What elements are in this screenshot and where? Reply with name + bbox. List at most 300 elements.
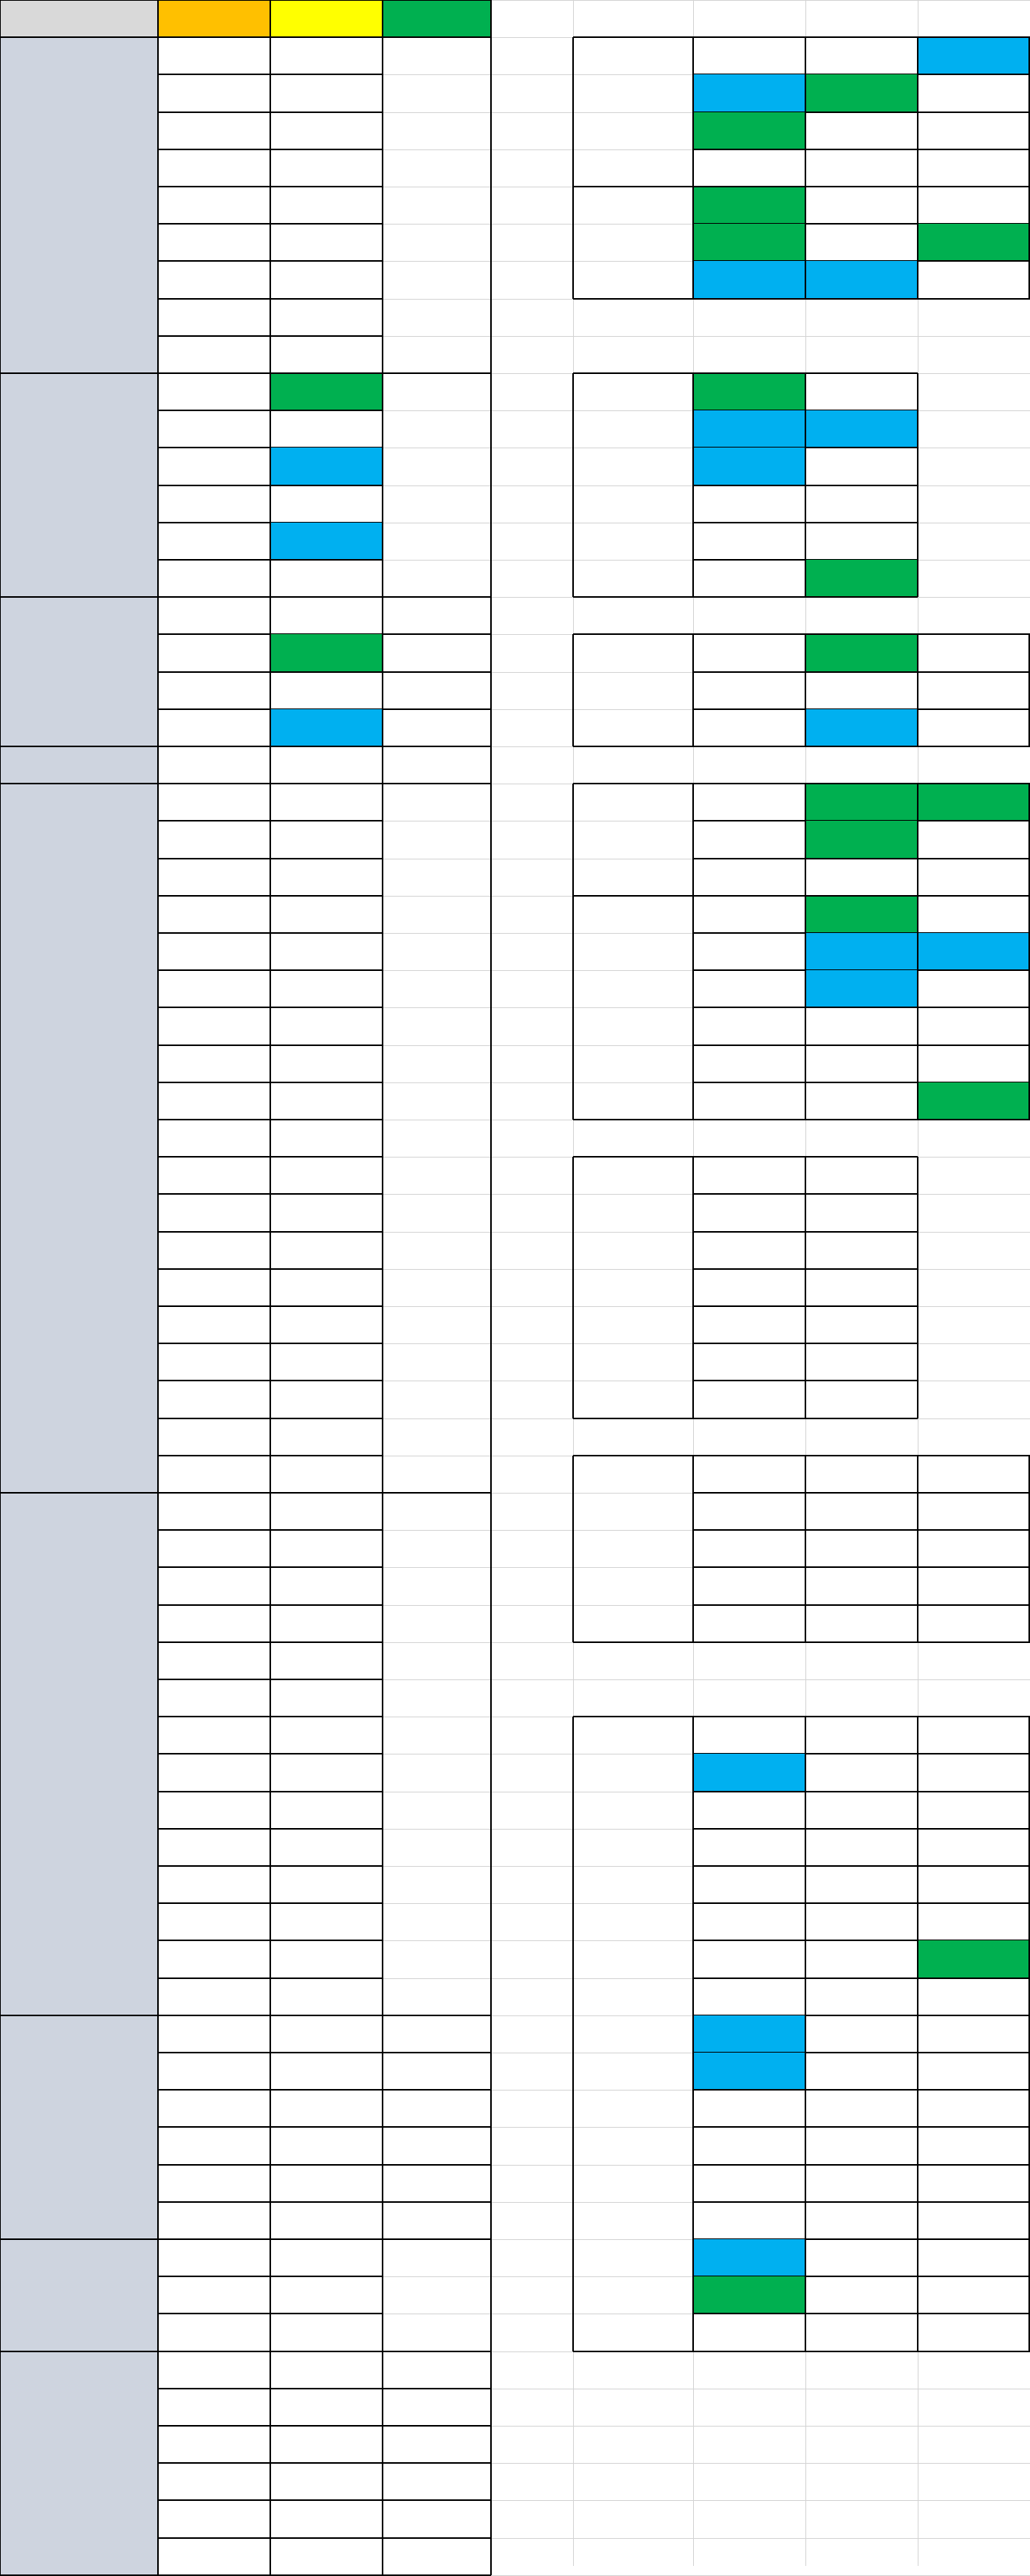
cell-border (270, 373, 271, 597)
problem-cell[interactable] (693, 187, 805, 224)
cell-border (0, 2238, 491, 2240)
problem-cell[interactable] (158, 1045, 270, 1082)
column-header-t4 (383, 0, 491, 37)
cell-border (692, 37, 694, 187)
problem-cell[interactable] (270, 2463, 383, 2500)
cell-border (382, 0, 383, 37)
problem-cell[interactable] (270, 2426, 383, 2463)
topic-label (573, 896, 693, 1120)
problem-cell[interactable] (270, 485, 383, 523)
problem-cell[interactable] (805, 1007, 918, 1044)
problem-cell[interactable] (270, 1754, 383, 1791)
problem-cell[interactable] (158, 2389, 270, 2426)
problem-cell[interactable] (805, 784, 918, 821)
cell-border (692, 1157, 694, 1418)
problem-cell[interactable] (270, 2500, 383, 2537)
cell-border (918, 1902, 1030, 1904)
problem-cell[interactable] (693, 261, 805, 298)
cell-border (805, 37, 806, 187)
problem-cell[interactable] (805, 523, 918, 560)
problem-cell[interactable] (383, 2463, 491, 2500)
problem-cell[interactable] (158, 1381, 270, 1418)
problem-cell[interactable] (158, 1232, 270, 1269)
problem-cell[interactable] (270, 1567, 383, 1604)
cell-border (918, 2313, 1030, 2314)
problem-cell[interactable] (270, 784, 383, 821)
problem-cell[interactable] (270, 1642, 383, 1679)
cell-border (692, 896, 694, 1120)
cell-border (490, 373, 492, 597)
problem-cell[interactable] (805, 112, 918, 149)
problem-cell[interactable] (270, 1792, 383, 1829)
problem-cell[interactable] (805, 373, 918, 410)
problem-cell[interactable] (158, 1866, 270, 1903)
cell-border (573, 1455, 1030, 1456)
problem-cell[interactable] (270, 1829, 383, 1866)
problem-cell[interactable] (805, 2053, 918, 2090)
cell-border (157, 746, 159, 784)
column-header-topic (0, 0, 158, 37)
problem-cell[interactable] (805, 1381, 918, 1418)
problem-cell[interactable] (270, 1493, 383, 1530)
problem-cell[interactable] (805, 1792, 918, 1829)
problem-cell[interactable] (270, 2389, 383, 2426)
cell-border (157, 2239, 159, 2351)
category-label (0, 597, 158, 746)
problem-cell[interactable] (805, 560, 918, 597)
problem-cell[interactable] (270, 933, 383, 970)
cell-border (270, 2239, 271, 2351)
problem-cell[interactable] (918, 896, 1030, 933)
problem-cell[interactable] (158, 896, 270, 933)
problem-cell[interactable] (270, 523, 383, 560)
problem-cell[interactable] (805, 2127, 918, 2164)
problem-cell[interactable] (158, 597, 270, 634)
cell-border (917, 634, 918, 746)
problem-cell[interactable] (158, 1530, 270, 1567)
problem-cell[interactable] (805, 187, 918, 224)
problem-cell[interactable] (270, 634, 383, 671)
problem-cell[interactable] (158, 1754, 270, 1791)
problem-cell[interactable] (918, 1493, 1030, 1530)
problem-cell[interactable] (158, 1605, 270, 1642)
problem-cell[interactable] (270, 1530, 383, 1567)
problem-cell[interactable] (158, 1082, 270, 1120)
problem-cell[interactable] (805, 2202, 918, 2239)
cell-border (383, 2537, 491, 2539)
problem-cell[interactable] (805, 2165, 918, 2202)
problem-cell[interactable] (158, 1269, 270, 1306)
cell-border (918, 2164, 1030, 2166)
problem-cell[interactable] (805, 410, 918, 448)
highlight-blue (693, 2239, 805, 2276)
problem-cell[interactable] (158, 970, 270, 1007)
problem-cell[interactable] (383, 2165, 491, 2202)
cell-border (490, 2239, 492, 2351)
cell-border (573, 1119, 1030, 1120)
problem-cell[interactable] (805, 1157, 918, 1194)
cell-border (0, 2239, 1, 2351)
problem-cell[interactable] (158, 1792, 270, 1829)
problem-cell[interactable] (693, 112, 805, 149)
cell-border (918, 260, 1030, 262)
problem-cell[interactable] (805, 2015, 918, 2053)
problem-cell[interactable] (158, 1007, 270, 1044)
cell-border (573, 1716, 1030, 1717)
problem-cell[interactable] (805, 1940, 918, 1977)
problem-cell[interactable] (383, 2426, 491, 2463)
problem-cell[interactable] (158, 112, 270, 149)
problem-cell[interactable] (805, 1754, 918, 1791)
problem-cell[interactable] (158, 1306, 270, 1343)
problem-cell[interactable] (383, 2053, 491, 2090)
problem-cell[interactable] (918, 784, 1030, 821)
problem-cell[interactable] (270, 1717, 383, 1754)
cell-border (572, 896, 574, 1120)
cell-border (157, 784, 159, 1493)
cell-border (918, 1828, 1030, 1830)
problem-cell[interactable] (158, 2351, 270, 2389)
cell-border (918, 2238, 1030, 2240)
problem-cell[interactable] (158, 859, 270, 896)
problem-cell[interactable] (158, 1120, 270, 1157)
problem-cell[interactable] (158, 784, 270, 821)
problem-cell[interactable] (805, 672, 918, 709)
problem-cell[interactable] (918, 1605, 1030, 1642)
problem-cell[interactable] (158, 1567, 270, 1604)
problem-cell[interactable] (158, 1343, 270, 1381)
problem-cell[interactable] (383, 597, 491, 634)
right-header-t2 (693, 0, 805, 37)
problem-cell[interactable] (918, 709, 1030, 746)
problem-cell[interactable] (918, 37, 1030, 74)
cell-border (0, 2574, 491, 2576)
problem-cell[interactable] (383, 2351, 491, 2389)
column-header-t3 (270, 0, 383, 37)
problem-cell[interactable] (383, 2015, 491, 2053)
problem-cell[interactable] (270, 1157, 383, 1194)
problem-cell[interactable] (158, 933, 270, 970)
problem-cell[interactable] (270, 896, 383, 933)
problem-cell[interactable] (383, 2127, 491, 2164)
problem-cell[interactable] (270, 1679, 383, 1717)
cell-border (917, 187, 918, 299)
problem-cell[interactable] (270, 709, 383, 746)
problem-cell[interactable] (805, 261, 918, 298)
cell-border (382, 597, 383, 746)
cell-border (805, 896, 806, 1120)
problem-cell[interactable] (270, 1605, 383, 1642)
problem-cell[interactable] (693, 523, 805, 560)
cell-border (157, 2015, 159, 2239)
cell-border (917, 1456, 918, 1642)
problem-cell[interactable] (693, 410, 805, 448)
cell-border (382, 373, 383, 597)
problem-cell[interactable] (158, 1679, 270, 1717)
cell-border (0, 596, 491, 598)
problem-cell[interactable] (805, 1829, 918, 1866)
problem-cell[interactable] (158, 1456, 270, 1493)
problem-cell[interactable] (158, 1418, 270, 1456)
problem-cell[interactable] (918, 1007, 1030, 1044)
problem-cell[interactable] (805, 224, 918, 261)
problem-cell[interactable] (805, 970, 918, 1007)
problem-cell[interactable] (805, 1903, 918, 1940)
cell-border (572, 37, 574, 187)
cell-border (490, 784, 492, 1493)
problem-cell[interactable] (270, 74, 383, 111)
problem-cell[interactable] (918, 933, 1030, 970)
problem-cell[interactable] (158, 1717, 270, 1754)
problem-cell[interactable] (383, 2202, 491, 2239)
problem-cell[interactable] (158, 1493, 270, 1530)
problem-cell[interactable] (918, 1045, 1030, 1082)
problem-cell[interactable] (158, 187, 270, 224)
cell-border (157, 597, 159, 746)
cell-border (382, 784, 383, 1493)
cell-border (0, 2015, 491, 2016)
cell-border (918, 2052, 1030, 2053)
cell-border (0, 0, 1, 37)
cell-border (383, 2499, 491, 2501)
problem-cell[interactable] (270, 859, 383, 896)
problem-cell[interactable] (805, 1717, 918, 1754)
problem-cell[interactable] (158, 1642, 270, 1679)
category-label (0, 37, 158, 373)
problem-cell[interactable] (805, 1045, 918, 1082)
problem-cell[interactable] (693, 224, 805, 261)
cell-border (918, 2126, 1030, 2128)
problem-cell[interactable] (805, 448, 918, 485)
problem-cell[interactable] (805, 2239, 918, 2276)
problem-cell[interactable] (918, 1567, 1030, 1604)
problem-cell[interactable] (270, 2239, 383, 2276)
problem-cell[interactable] (158, 1940, 270, 1977)
problem-cell[interactable] (918, 1940, 1030, 1977)
cell-border (572, 1717, 574, 2351)
problem-cell[interactable] (270, 37, 383, 74)
problem-cell[interactable] (693, 149, 805, 187)
cell-border (573, 1641, 1030, 1643)
cell-border (692, 634, 694, 746)
problem-cell[interactable] (805, 1269, 918, 1306)
cell-border (270, 2351, 271, 2575)
cell-border (917, 784, 918, 896)
cell-border (917, 1717, 918, 2351)
cell-border (805, 187, 806, 299)
problem-cell[interactable] (270, 1082, 383, 1120)
problem-cell[interactable] (805, 1866, 918, 1903)
problem-cell[interactable] (805, 709, 918, 746)
cell-border (917, 373, 918, 597)
cell-border (0, 372, 491, 374)
cell-border (573, 633, 1030, 635)
cell-border (0, 746, 1, 784)
problem-cell[interactable] (158, 261, 270, 298)
problem-cell[interactable] (805, 1456, 918, 1493)
cell-border (805, 1456, 806, 1642)
problem-cell[interactable] (270, 2015, 383, 2053)
cell-border (573, 783, 1030, 784)
problem-cell[interactable] (805, 1194, 918, 1231)
cell-border (490, 2015, 492, 2239)
problem-cell[interactable] (270, 821, 383, 858)
problem-cell[interactable] (270, 970, 383, 1007)
problem-cell[interactable] (270, 672, 383, 709)
problem-cell[interactable] (158, 224, 270, 261)
problem-cell[interactable] (158, 336, 270, 373)
cell-border (805, 784, 806, 896)
problem-cell[interactable] (158, 821, 270, 858)
cell-border (572, 784, 574, 896)
problem-cell[interactable] (918, 1530, 1030, 1567)
problem-cell[interactable] (383, 2389, 491, 2426)
cell-border (490, 746, 492, 784)
problem-cell[interactable] (270, 1045, 383, 1082)
cell-border (572, 187, 574, 299)
cell-border (918, 2089, 1030, 2091)
problem-cell[interactable] (805, 1232, 918, 1269)
problem-cell[interactable] (805, 37, 918, 74)
cell-border (572, 1456, 574, 1642)
cell-border (918, 1791, 1030, 1792)
cell-border (382, 2239, 383, 2351)
problem-cell[interactable] (693, 485, 805, 523)
cell-border (0, 36, 491, 38)
problem-cell[interactable] (158, 1978, 270, 2015)
category-label (0, 2239, 158, 2351)
highlight-blue (693, 2015, 805, 2053)
cell-border (0, 784, 1, 1493)
cell-border (270, 597, 271, 746)
problem-cell[interactable] (270, 373, 383, 410)
cell-border (805, 373, 806, 597)
right-header-t3 (805, 0, 918, 37)
cell-border (0, 783, 491, 784)
problem-cell[interactable] (158, 410, 270, 448)
problem-cell[interactable] (383, 2090, 491, 2127)
category-label (0, 2351, 158, 2575)
problem-cell[interactable] (693, 1493, 805, 1530)
problem-cell[interactable] (270, 410, 383, 448)
cell-border (0, 597, 1, 746)
cell-border (918, 111, 1030, 113)
problem-cell[interactable] (805, 1493, 918, 1530)
cell-border (157, 37, 159, 373)
problem-cell[interactable] (693, 373, 805, 410)
topic-label (573, 1157, 693, 1418)
problem-cell[interactable] (270, 2276, 383, 2314)
problem-cell[interactable] (805, 859, 918, 896)
problem-cell[interactable] (270, 597, 383, 634)
problem-cell[interactable] (918, 672, 1030, 709)
cell-border (157, 0, 159, 37)
problem-cell[interactable] (270, 2314, 383, 2351)
problem-cell[interactable] (158, 37, 270, 74)
problem-cell[interactable] (270, 2053, 383, 2090)
cell-border (270, 746, 271, 784)
problem-cell[interactable] (805, 634, 918, 671)
cell-border (270, 0, 271, 37)
cell-border (573, 36, 1030, 38)
problem-cell[interactable] (693, 448, 805, 485)
cell-border (0, 2351, 1, 2575)
problem-cell[interactable] (693, 74, 805, 111)
problem-cell[interactable] (158, 299, 270, 336)
problem-cell[interactable] (270, 1120, 383, 1157)
problem-cell[interactable] (805, 485, 918, 523)
problem-cell[interactable] (805, 1978, 918, 2015)
cell-border (918, 2276, 1030, 2277)
problem-cell[interactable] (270, 1194, 383, 1231)
problem-cell[interactable] (805, 896, 918, 933)
problem-cell[interactable] (158, 1903, 270, 1940)
problem-cell[interactable] (270, 560, 383, 597)
problem-cell[interactable] (158, 74, 270, 111)
problem-cell[interactable] (805, 933, 918, 970)
problem-cell[interactable] (805, 74, 918, 111)
cell-border (573, 895, 1030, 897)
problem-cell[interactable] (158, 1829, 270, 1866)
problem-cell[interactable] (158, 373, 270, 410)
problem-cell[interactable] (158, 1194, 270, 1231)
problem-cell[interactable] (693, 37, 805, 74)
problem-cell[interactable] (693, 1456, 805, 1493)
problem-cell[interactable] (693, 1157, 805, 1194)
problem-cell[interactable] (805, 2090, 918, 2127)
problem-cell[interactable] (158, 149, 270, 187)
problem-cell[interactable] (918, 1456, 1030, 1493)
problem-cell[interactable] (805, 1343, 918, 1381)
cell-border (572, 373, 574, 597)
problem-cell[interactable] (158, 2239, 270, 2276)
cell-border (573, 372, 918, 374)
cell-border (918, 2015, 1030, 2016)
cell-border (383, 708, 491, 710)
cell-border (270, 2015, 271, 2239)
problem-cell[interactable] (805, 1530, 918, 1567)
highlight-blue (693, 1754, 805, 1791)
cell-border (490, 2351, 492, 2575)
cell-border (692, 187, 694, 299)
cell-border (0, 37, 1, 373)
problem-cell[interactable] (805, 1306, 918, 1343)
problem-cell[interactable] (805, 821, 918, 858)
problem-cell[interactable] (270, 112, 383, 149)
highlight-green (693, 2276, 805, 2314)
problem-cell[interactable] (918, 224, 1030, 261)
cell-border (490, 0, 492, 37)
cell-border (918, 2201, 1030, 2203)
problem-cell[interactable] (918, 1082, 1030, 1120)
problem-cell[interactable] (270, 2351, 383, 2389)
problem-cell[interactable] (918, 634, 1030, 671)
cell-border (383, 633, 491, 635)
cell-border (0, 746, 491, 747)
right-header-t4 (918, 0, 1030, 37)
topic-label (573, 373, 693, 597)
cell-border (490, 597, 492, 746)
cell-border (573, 298, 1030, 300)
problem-cell[interactable] (158, 2426, 270, 2463)
problem-cell[interactable] (270, 448, 383, 485)
cell-border (573, 1156, 918, 1158)
problem-cell[interactable] (158, 1157, 270, 1194)
problem-cell[interactable] (270, 1007, 383, 1044)
cell-border (382, 746, 383, 784)
cell-border (573, 186, 1030, 187)
problem-cell[interactable] (918, 970, 1030, 1007)
